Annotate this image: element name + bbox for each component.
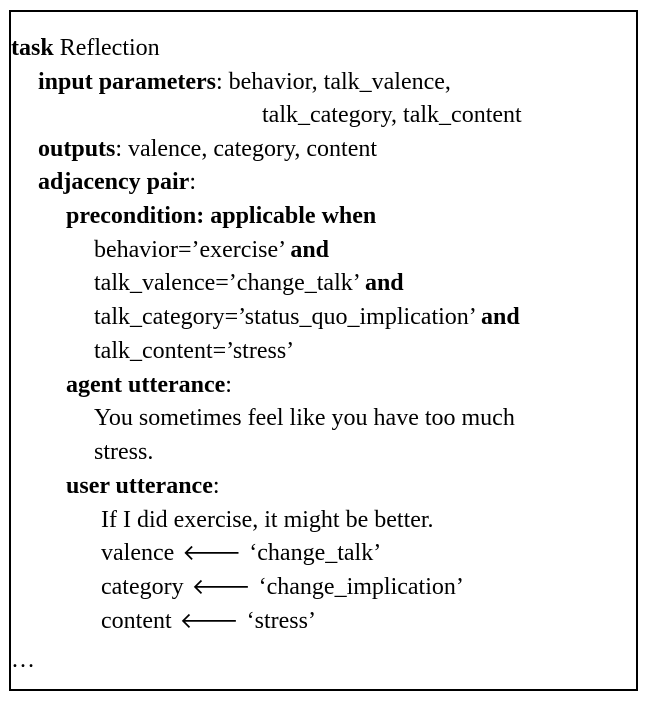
condition-conjunction: and <box>481 304 520 330</box>
agent-utterance-text-continuation: stress. <box>94 439 154 465</box>
outputs-label: outputs <box>38 136 116 162</box>
ellipsis: … <box>11 647 35 673</box>
left-arrow-icon: 🡐 <box>182 541 242 566</box>
task-name: Reflection <box>53 35 160 61</box>
user-utterance-text: If I did exercise, it might be better. <box>101 507 434 533</box>
input-parameters-continuation: talk_category, talk_content <box>262 102 522 128</box>
outputs-value: : valence, category, content <box>115 136 378 162</box>
user-utterance-colon: : <box>212 473 220 499</box>
assignment-line <box>101 539 381 568</box>
user-utterance-line <box>66 472 220 500</box>
left-arrow-icon: 🡐 <box>179 609 239 634</box>
condition-line <box>94 236 329 264</box>
assignment-line <box>101 573 464 602</box>
agent-utterance-label: agent utterance <box>66 372 226 398</box>
assignment-value: ‘change_implication’ <box>252 574 464 600</box>
outputs-line <box>38 135 377 163</box>
condition-line <box>94 303 520 331</box>
assignment-variable: valence <box>101 540 181 566</box>
assignment-variable: content <box>101 608 178 634</box>
adjacency-pair-line <box>38 168 196 196</box>
agent-utterance-text: You sometimes feel like you have too much <box>94 405 515 431</box>
task-keyword: task <box>11 35 54 61</box>
condition-conjunction: and <box>290 237 330 263</box>
precondition-label: precondition: applicable when <box>66 203 377 229</box>
task-line <box>11 34 160 62</box>
user-utterance-label: user utterance <box>66 473 213 499</box>
condition-text: behavior=’exercise’ <box>94 237 291 263</box>
condition-line <box>94 337 294 365</box>
assignment-line <box>101 607 316 636</box>
assignment-value: ‘stress’ <box>240 608 316 634</box>
agent-utterance-colon: : <box>225 372 232 398</box>
input-parameters-line <box>38 68 451 96</box>
adjacency-pair-label: adjacency pair <box>38 169 190 195</box>
assignment-variable: category <box>101 574 190 600</box>
input-parameters-label: input parameters <box>38 69 216 95</box>
left-arrow-icon: 🡐 <box>191 575 251 600</box>
condition-text: talk_content=’stress’ <box>94 338 295 364</box>
condition-text: talk_category=’status_quo_implication’ <box>94 304 481 330</box>
adjacency-pair-colon: : <box>189 169 196 195</box>
agent-utterance-line <box>66 371 232 399</box>
condition-conjunction: and <box>364 270 404 296</box>
assignment-value: ‘change_talk’ <box>243 540 382 566</box>
input-parameters-value: : behavior, talk_valence, <box>215 69 451 95</box>
condition-text: talk_valence=’change_talk’ <box>94 270 365 296</box>
condition-line <box>94 269 404 297</box>
